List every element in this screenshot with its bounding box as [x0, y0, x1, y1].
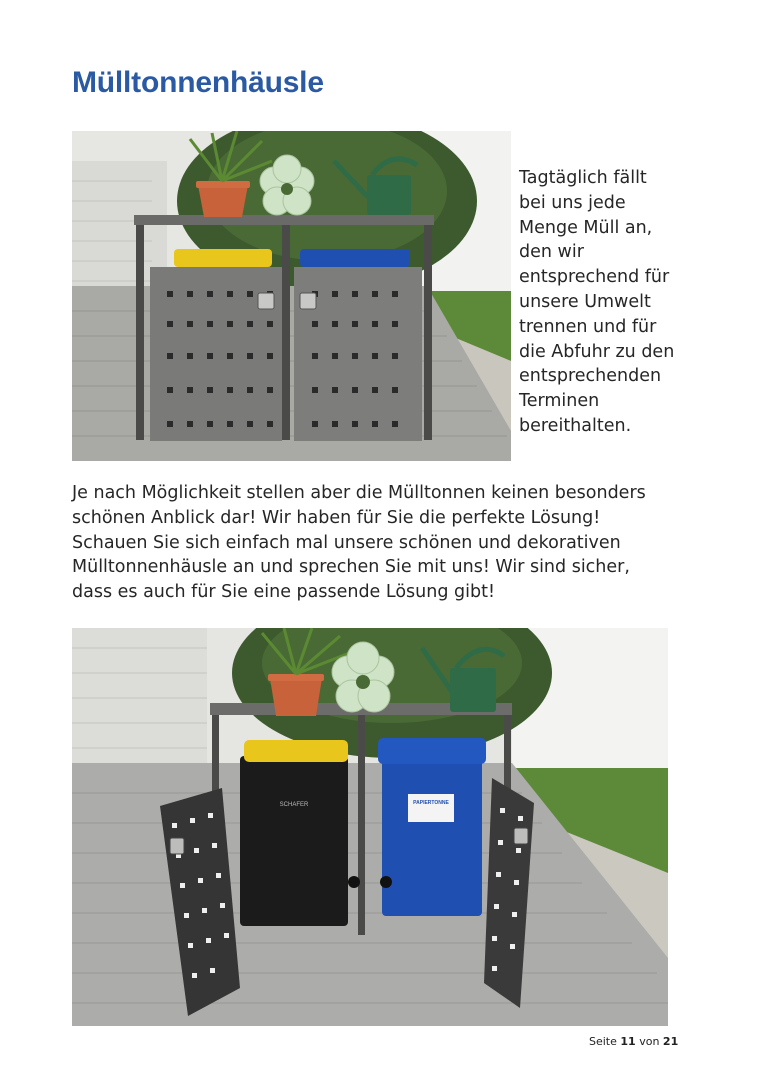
black-bin-brand: SCHAFER [279, 802, 309, 808]
current-page: 11 [620, 1035, 636, 1048]
bin-enclosure-closed-photo [72, 131, 511, 461]
page-title: Mülltonnenhäusle [72, 66, 324, 99]
page-middle: von [639, 1035, 660, 1048]
page-number [589, 1035, 678, 1048]
intro-paragraph: Tagtäglich fällt bei uns jede Menge Müll an, den wir entsprechend für unsere Umwelt trennen und für die Abfuhr zu den entsprechenden Terminen bereithalten. [519, 168, 675, 436]
total-pages: 21 [662, 1035, 679, 1048]
bin-enclosure-open-photo [72, 628, 668, 1026]
blue-bin-label: PAPIERTONNE [413, 800, 449, 806]
page-prefix: Seite [589, 1035, 617, 1048]
body-paragraph: Je nach Möglichkeit stellen aber die Mülltonnen keinen besonders schönen Anblick dar! Wir haben für Sie die perfekte Lösung! Schauen Sie sich einfach mal unsere schönen und dekorativen Mülltonnenhäusle an und sprechen Sie mit uns! Wir sind sicher, dass es auch für Sie eine passende Lösung gibt! [72, 483, 646, 603]
